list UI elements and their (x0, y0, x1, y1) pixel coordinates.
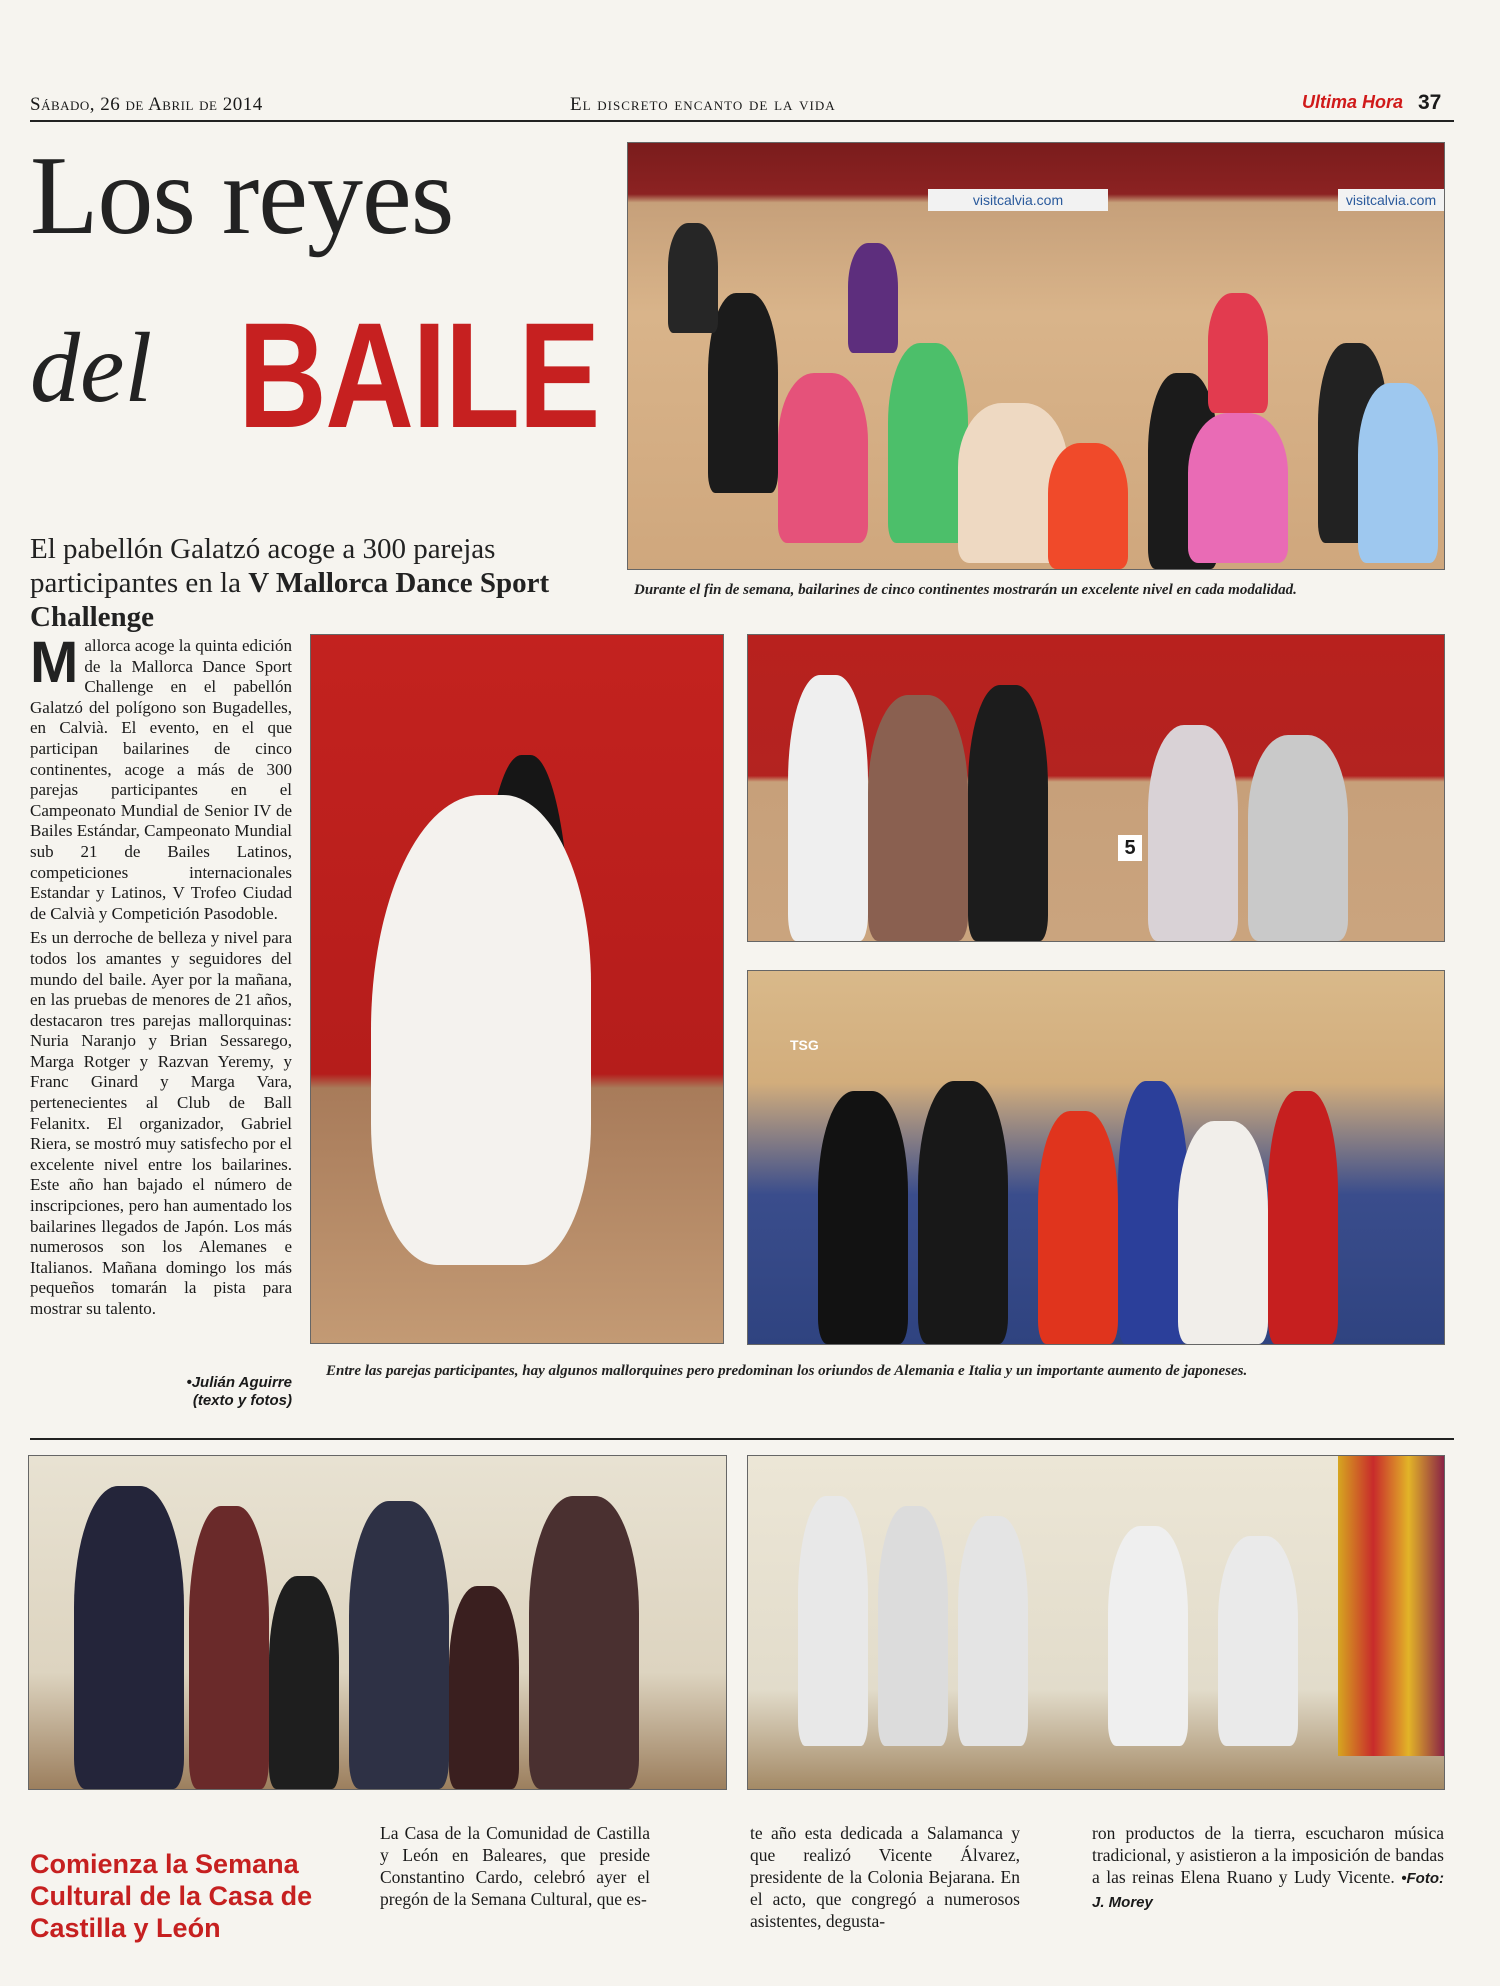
dancer-figure (1208, 293, 1268, 413)
dancer-figure (708, 293, 778, 493)
subheadline (30, 532, 630, 634)
jacket-logo: TSG (790, 1037, 819, 1053)
paragraph-text: allorca acoge la quinta edición de la Mallorca Dance Sport Challenge en el pabellón Galatzó del polígono son Bugadelles, en Calvià. El evento, en el que participan bailarines de cinco continentes, acoge a más de 300 parejas participantes en el Campeonato Mundial de Senior IV de Bailes Estándar, Campeonato Mundial sub 21 de Bailes Latinos, competiciones internacionales Estandar y Latinos, V Trofeo Ciudad de Calvià y Competición Pasodoble. (30, 636, 293, 923)
person (1148, 725, 1238, 941)
dancer-figure (848, 243, 898, 353)
person (449, 1586, 519, 1789)
byline (120, 1374, 292, 1410)
dancer-figure (1188, 413, 1288, 563)
person (269, 1576, 339, 1789)
subhead-bold: V Mallorca Dance Sport Challenge (30, 567, 550, 633)
photo-ballroom-floor (627, 142, 1445, 570)
caption-top: Durante el fin de semana, bailarines de cinco continentes mostrarán un excelente nivel en cada modalidad. (634, 582, 1297, 598)
person (1218, 1536, 1298, 1746)
person (74, 1486, 184, 1789)
photo-japanese-dancers (747, 634, 1445, 942)
bottom-column-1: La Casa de la Comunidad de Castilla y León en Baleares, que preside Constantino Cardo, celebró ayer el pregón de la Semana Cultural, que es- (380, 1823, 650, 1909)
article-body (30, 630, 293, 1324)
headline-line1: Los reyes (30, 134, 454, 258)
photo-young-dancers (747, 970, 1445, 1345)
photo-musicians (747, 1455, 1445, 1790)
section-rule (30, 1438, 1454, 1440)
person (1108, 1526, 1188, 1746)
photo-credit: •Foto: J. Morey (1092, 1870, 1444, 1911)
page-date: Sábado, 26 de Abril de 2014 (30, 94, 263, 115)
newspaper-logo: Ultima Hora (1302, 92, 1404, 112)
bottom-column-2: te año esta dedicada a Salamanca y que realizó Vicente Álvarez, presidente de la Colonia Bejarana. En el acto, que congregó a numerosos asistentes, degusta- (750, 1823, 1020, 1931)
person (798, 1496, 868, 1746)
person (1038, 1111, 1118, 1344)
bottom-headline: Comienza la Semana Cultural de la Casa de Castilla y León (30, 1849, 313, 1943)
person (788, 675, 868, 941)
banner-sign-right: visitcalvia.com (1338, 189, 1444, 211)
paragraph: Es un derroche de belleza y nivel para todos los amantes y seguidores del mundo del baile. Ayer por la mañana, en las pruebas de menores de 21 años, destacaron tres parejas mallorquinas: Nuria Naranjo y Brian Sessarego, Marga Rotger y Razvan Yeremy, y Franc Ginard y Marga Vara, pertenecientes al Club de Ball Felanitx. El organizador, Gabriel Riera, se mostró muy satisfecho por el excelente nivel entre los bailarines. Este año han bajado el número de inscripciones, pero han aumentado los bailarines llegados de Japón. Los más numerosos son los Alemanes e Italianos. Mañana domingo los más pequeños tomarán la pista para mostrar su talento. (30, 928, 292, 1318)
header-rule (30, 120, 1454, 122)
banner-sign: visitcalvia.com (928, 189, 1108, 211)
caption-middle: Entre las parejas participantes, hay algunos mallorquines pero predominan los oriundos de Alemania e Italia y un importante aumento de japoneses. (326, 1363, 1248, 1379)
person (918, 1081, 1008, 1344)
person (189, 1506, 269, 1789)
person (818, 1091, 908, 1344)
dancer-figure (778, 373, 868, 543)
dropcap: M (30, 630, 79, 695)
bottom-column-3 (1092, 1822, 1444, 1914)
person (968, 685, 1048, 941)
person (958, 1516, 1028, 1746)
paragraph (30, 630, 293, 924)
photo-castilla-leon-group (28, 1455, 727, 1790)
flags (1338, 1456, 1444, 1756)
person (349, 1501, 449, 1789)
dancer-figure (888, 343, 968, 543)
person (878, 1506, 948, 1746)
dancer-woman-gown (371, 795, 591, 1265)
page-number: 37 (1418, 91, 1442, 114)
bottom-column-3-text: ron productos de la tierra, escucharon música tradicional, y asistieron a la imposición de bandas a las reinas Elena Ruano y Ludy Vicente. (1092, 1823, 1444, 1887)
subhead-plain: El pabellón Galatzó acoge a 300 parejas participantes en la (30, 533, 496, 599)
byline-name: •Julián Aguirre (186, 1374, 292, 1391)
dancer-figure (1358, 383, 1438, 563)
person (1268, 1091, 1338, 1344)
person (1248, 735, 1348, 941)
headline-baile: BAILE (238, 291, 599, 459)
section-title: El discreto encanto de la vida (570, 94, 836, 115)
person (529, 1496, 639, 1789)
table-number: 5 (1118, 835, 1142, 861)
photo-dancing-couple (310, 634, 724, 1344)
byline-note: (texto y fotos) (192, 1392, 292, 1409)
dancer-figure (668, 223, 718, 333)
dancer-figure (1048, 443, 1128, 569)
headline-del: del (30, 312, 153, 423)
person (1178, 1121, 1268, 1344)
person (868, 695, 968, 941)
